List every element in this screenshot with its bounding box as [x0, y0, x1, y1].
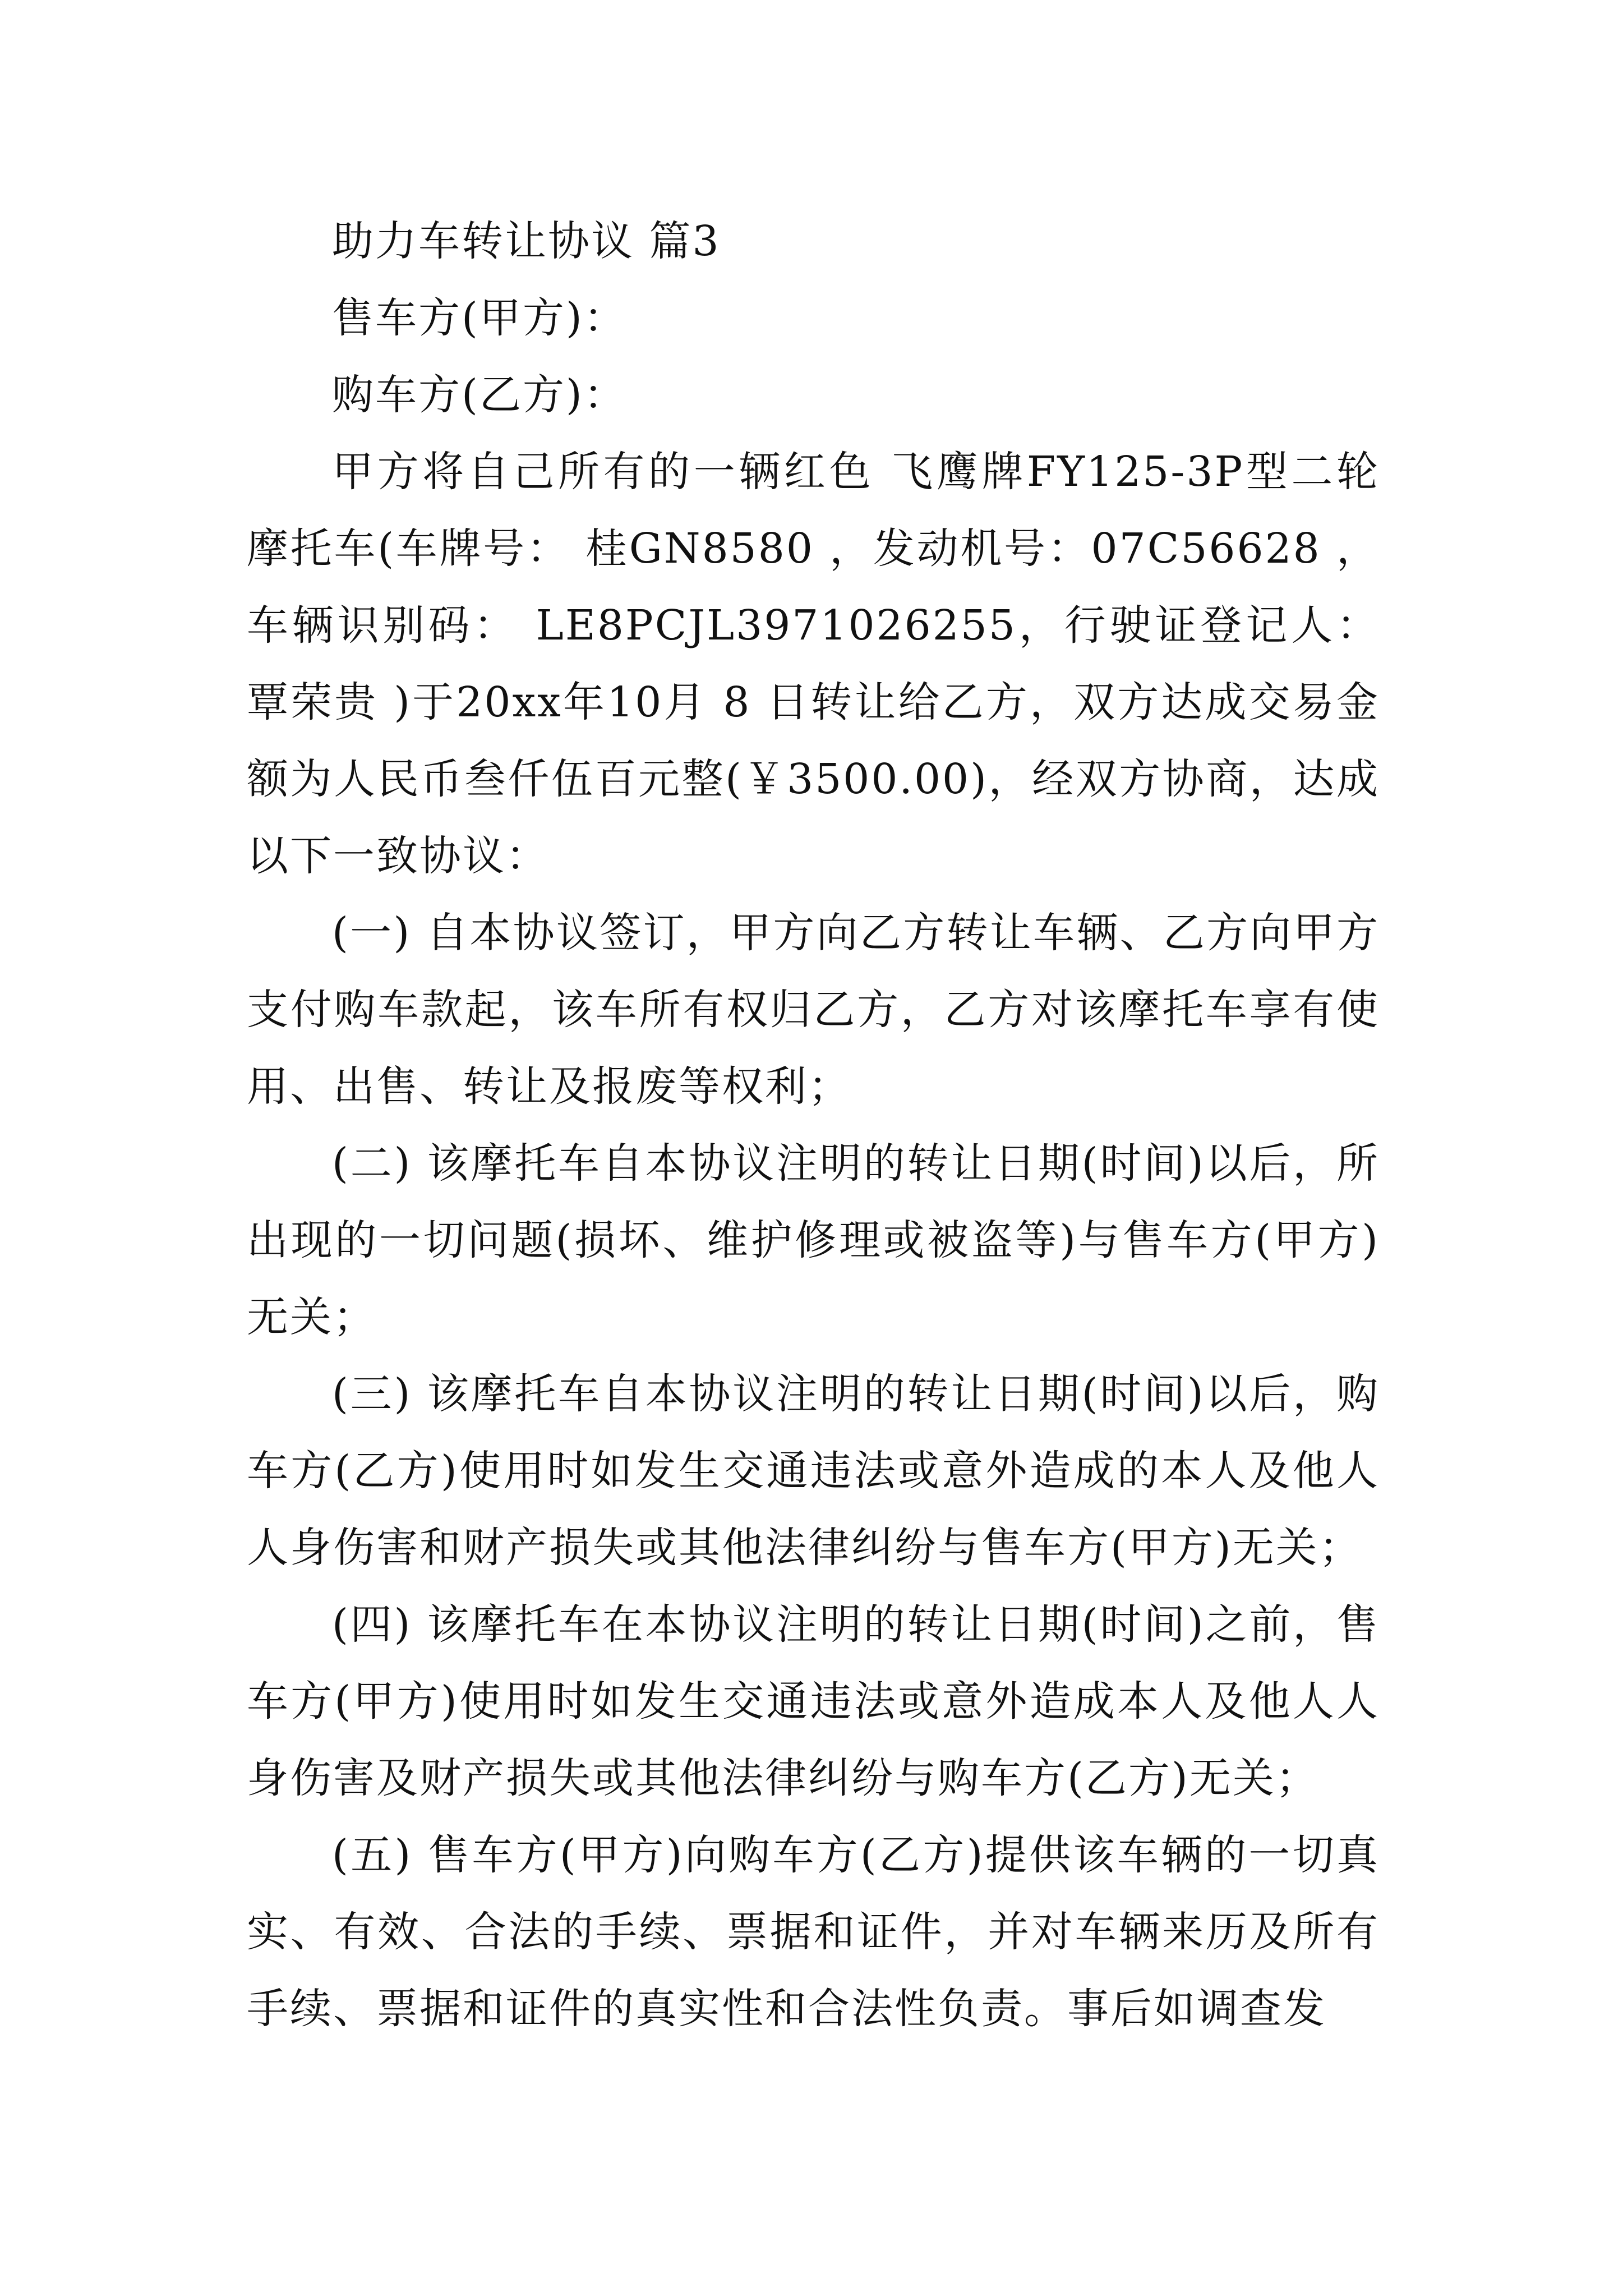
document-body [247, 203, 1380, 2047]
seller-line: 售车方(甲方)： [332, 294, 627, 342]
buyer-line: 购车方(乙方)： [332, 371, 627, 419]
paragraph-clause-3: (三) 该摩托车自本协议注明的转让日期(时间)以后，购车方(乙方)使用时如发生交通违法或意外造成的本人及他人人身伤害和财产损失或其他法律纠纷与售车方(甲方)无关； [247, 1370, 1380, 1572]
paragraph-clause-4: (四) 该摩托车在本协议注明的转让日期(时间)之前，售车方(甲方)使用时如发生交通违法或意外造成本人及他人人身伤害及财产损失或其他法律纠纷与购车方(乙方)无关； [247, 1600, 1380, 1802]
document-heading: 助力车转让协议 篇3 [332, 217, 721, 265]
paragraph-clause-5: (五) 售车方(甲方)向购车方(乙方)提供该车辆的一切真实、有效、合法的手续、票据和证件，并对车辆来历及所有手续、票据和证件的真实性和合法性负责。事后如调查发 [247, 1831, 1380, 2033]
paragraph-vehicle-transfer: 甲方将自己所有的一辆红色 飞鹰牌FY125-3P型二轮摩托车(车牌号： 桂GN8580 ，发动机号：07C56628 ，车辆识别码： LE8PCJL3971026255，行驶证登记人： 覃荣贵 )于20xx年10月 8 日转让给乙方，双方达成交易金额为人民币叁仟伍百元整(￥3500.00)，经双方协商，达成以下一致协议： [247, 448, 1380, 880]
paragraph-clause-1: (一) 自本协议签订，甲方向乙方转让车辆、乙方向甲方支付购车款起，该车所有权归乙方，乙方对该摩托车享有使用、出售、转让及报废等权利； [247, 909, 1380, 1111]
paragraph-clause-2: (二) 该摩托车自本协议注明的转让日期(时间)以后，所出现的一切问题(损坏、维护修理或被盗等)与售车方(甲方)无关； [247, 1139, 1380, 1341]
